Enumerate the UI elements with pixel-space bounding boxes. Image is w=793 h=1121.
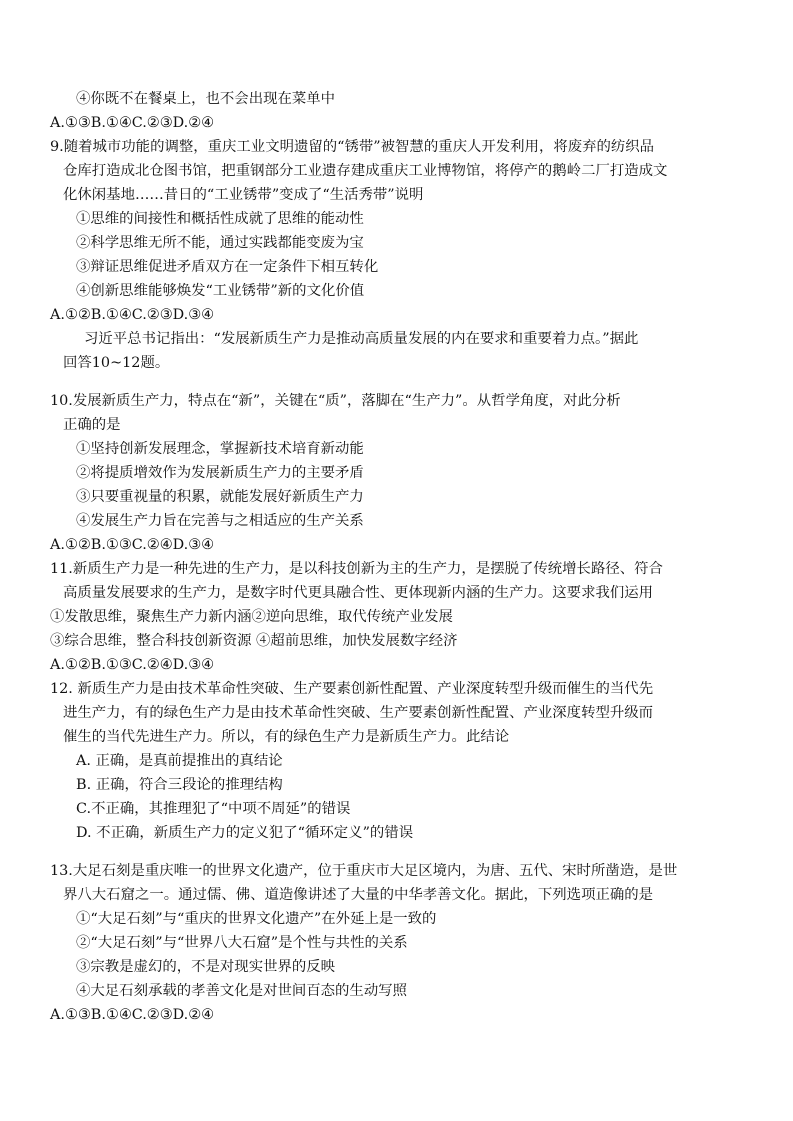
option-line: ③综合思维，整合科技创新资源 ④超前思维，加快发展数字经济 bbox=[50, 633, 458, 649]
question-12: 12. 新质生产力是由技术革命性突破、生产要素创新性配置、产业深度转型升级而催生的当代先 bbox=[50, 681, 654, 697]
answer-options: A.①②B.①③C.②④D.③④ bbox=[50, 657, 214, 673]
text-line: 正确的是 bbox=[63, 417, 121, 433]
option-line: ②“大足石刻”与“世界八大石窟”是个性与共性的关系 bbox=[76, 935, 408, 951]
answer-options: A.①③B.①④C.②③D.②④ bbox=[50, 1007, 214, 1023]
text-line: 界八大石窟之一。通过儒、佛、道造像讲述了大量的中华孝善文化。据此，下列选项正确的是 bbox=[63, 887, 654, 903]
choice-c: C.不正确，其推理犯了“中项不周延”的错误 bbox=[76, 801, 351, 817]
option-line: ②科学思维无所不能，通过实践都能变废为宝 bbox=[76, 235, 364, 251]
text-line: 高质量发展要求的生产力，是数字时代更具融合性、更体现新内涵的生产力。这要求我们运用 bbox=[63, 585, 654, 601]
option-line: ②将提质增效作为发展新质生产力的主要矛盾 bbox=[76, 465, 364, 481]
choice-b: B. 正确，符合三段论的推理结构 bbox=[76, 777, 283, 793]
text-line: 仓库打造成北仓图书馆，把重钢部分工业遗存建成重庆工业博物馆，将停产的鹅岭二厂打造成文 bbox=[63, 163, 668, 179]
answer-options: A.①③B.①④C.②③D.②④ bbox=[50, 115, 214, 131]
choice-d: D. 不正确，新质生产力的定义犯了“循环定义”的错误 bbox=[76, 825, 414, 841]
material-intro: 习近平总书记指出：“发展新质生产力是推动高质量发展的内在要求和重要着力点。”据此 bbox=[84, 331, 639, 347]
option-line: ①思维的间接性和概括性成就了思维的能动性 bbox=[76, 211, 364, 227]
option-line: ①“大足石刻”与“重庆的世界文化遗产”在外延上是一致的 bbox=[76, 911, 437, 927]
option-line: ③宗教是虚幻的，不是对现实世界的反映 bbox=[76, 959, 336, 975]
answer-options: A.①②B.①④C.②③D.③④ bbox=[50, 307, 214, 323]
choice-a: A. 正确，是真前提推出的真结论 bbox=[76, 753, 283, 769]
option-line: ③辩证思维促进矛盾双方在一定条件下相互转化 bbox=[76, 259, 379, 275]
answer-options: A.①②B.①③C.②④D.③④ bbox=[50, 537, 214, 553]
question-10: 10.发展新质生产力，特点在“新”，关键在“质”，落脚在“生产力”。从哲学角度，对此分析 bbox=[50, 393, 621, 409]
text-line: 回答10~12题。 bbox=[63, 355, 170, 371]
text-line: 进生产力，有的绿色生产力是由技术革命性突破、生产要素创新性配置、产业深度转型升级而 bbox=[63, 705, 654, 721]
option-line: ①坚持创新发展理念，掌握新技术培育新动能 bbox=[76, 441, 364, 457]
option-line: ①发散思维，聚焦生产力新内涵②逆向思维，取代传统产业发展 bbox=[50, 609, 453, 625]
question-11: 11.新质生产力是一种先进的生产力，是以科技创新为主的生产力，是摆脱了传统增长路径、符合 bbox=[50, 561, 663, 577]
option-line: ④创新思维能够焕发“工业锈带”新的文化价值 bbox=[76, 283, 365, 299]
text-line: ④你既不在餐桌上，也不会出现在菜单中 bbox=[76, 91, 336, 107]
question-13: 13.大足石刻是重庆唯一的世界文化遗产，位于重庆市大足区境内，为唐、五代、宋时所凿造，是世 bbox=[50, 863, 678, 879]
question-9: 9.随着城市功能的调整，重庆工业文明遗留的“锈带”被智慧的重庆人开发利用，将废弃的纺织品 bbox=[50, 139, 655, 155]
option-line: ③只要重视量的积累，就能发展好新质生产力 bbox=[76, 489, 364, 505]
option-line: ④发展生产力旨在完善与之相适应的生产关系 bbox=[76, 513, 364, 529]
option-line: ④大足石刻承载的孝善文化是对世间百态的生动写照 bbox=[76, 983, 407, 999]
text-line: 催生的当代先进生产力。所以，有的绿色生产力是新质生产力。此结论 bbox=[63, 729, 510, 745]
text-line: 化休闲基地……昔日的“工业锈带”变成了“生活秀带”说明 bbox=[63, 187, 424, 203]
